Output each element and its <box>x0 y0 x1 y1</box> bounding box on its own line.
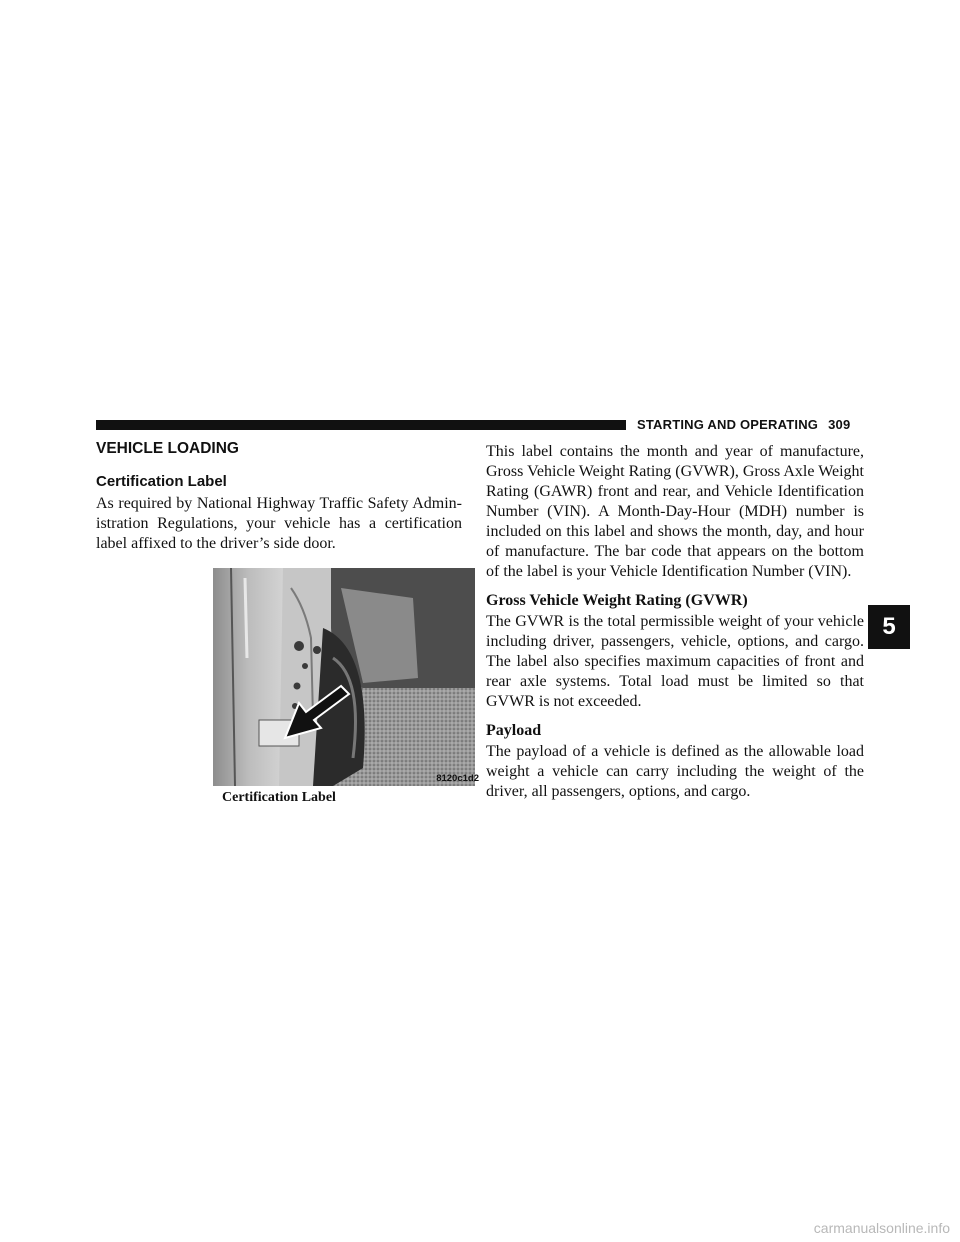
section-title: STARTING AND OPERATING <box>637 417 819 432</box>
page-number: 309 <box>828 417 851 432</box>
payload-heading: Payload <box>486 722 542 739</box>
label-contents-paragraph: This label contains the month and year of manufacture, Gross Vehicle Weight Rating (GVWR), Gross Axle Weight Rating (GAWR) front and rear, and Vehicle Identification Number (VIN). A Month-Day-Hour (MDH) number is included on this label and shows the month, day, and hour of manufacture. The bar code that appears on the bottom of the label is your Vehicle Identification Number (VIN). <box>486 443 864 580</box>
subsection-heading: Certification Label <box>96 473 227 490</box>
header-rule <box>96 420 626 430</box>
left-column <box>96 440 479 806</box>
intro-paragraph: As required by National Highway Traffic Safety Admin- istration Regulations, your vehicle has a certification label affixed to the driver’s side door. <box>96 495 462 552</box>
figure-code: 8120c1d2 <box>436 773 479 784</box>
chapter-tab: 5 <box>868 605 910 649</box>
gvwr-paragraph: The GVWR is the total permissible weight of your vehicle including driver, passengers, vehicle, options, and cargo. The label also specifies maximum capacities of front and rear axle systems. Total load must be limited so that GVWR is not exceeded. <box>486 613 864 710</box>
door-jamb-photo <box>213 568 475 786</box>
right-column <box>486 442 864 802</box>
payload-paragraph: The payload of a vehicle is defined as the allowable load weight a vehicle can carry including the weight of the driver, all passengers, options, and cargo. <box>486 743 864 800</box>
figure-caption: Certification Label <box>222 790 336 805</box>
watermark-text: carmanualsonline.info <box>813 1220 950 1236</box>
certification-label-figure <box>213 568 479 786</box>
section-heading: VEHICLE LOADING <box>96 440 239 457</box>
gvwr-heading: Gross Vehicle Weight Rating (GVWR) <box>486 592 748 609</box>
running-header <box>637 417 850 432</box>
